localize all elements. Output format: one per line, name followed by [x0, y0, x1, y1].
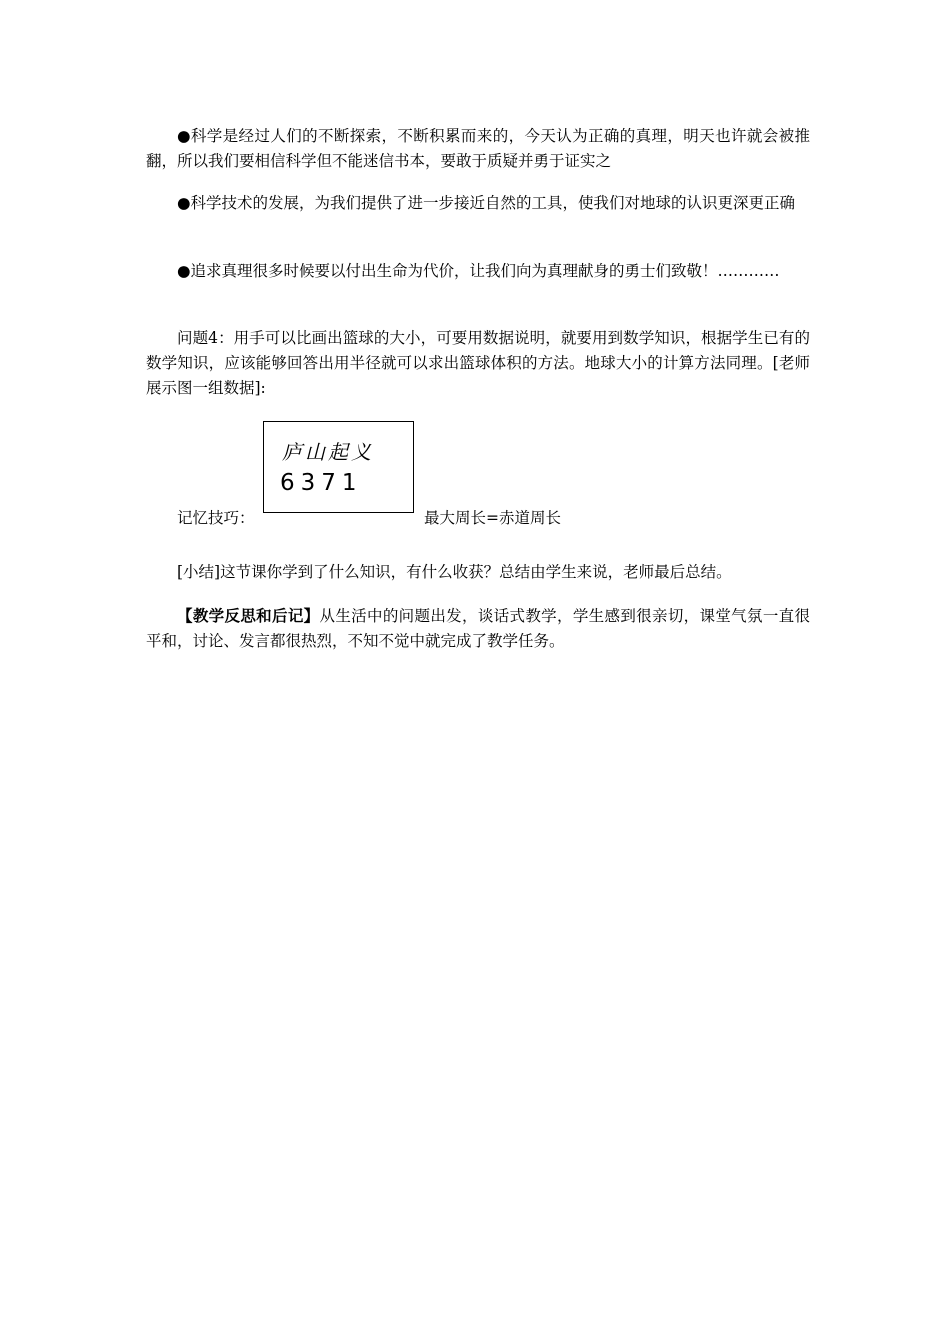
- paragraph-question-4: 问题4：用手可以比画出篮球的大小，可要用数据说明，就要用到数学知识，根据学生已有的数学知识，应该能够回答出用半径就可以求出篮球体积的方法。地球大小的计算方法同理。[老师展示图一组数据]:: [146, 329, 810, 397]
- reflection-body: 从生活中的问题出发，谈话式教学，学生感到很亲切，课堂气氛一直很平和，讨论、发言都很热烈，不知不觉中就完成了教学任务。: [146, 607, 810, 650]
- paragraph-pursuit-of-truth: ●追求真理很多时候要以付出生命为代价，让我们向为真理献身的勇士们致敬！…………: [177, 262, 780, 280]
- memory-box-number: 6371: [280, 470, 363, 496]
- memory-tip-row: [146, 421, 810, 531]
- memory-tip-caption: 最大周长=赤道周长: [424, 509, 561, 527]
- paragraph-reflection: [146, 603, 810, 654]
- memory-box-text: 庐山起义: [282, 440, 374, 464]
- memory-tip-label: 记忆技巧：: [177, 509, 255, 527]
- reflection-heading: 【教学反思和后记】: [177, 606, 320, 625]
- paragraph-summary: [小结]这节课你学到了什么知识，有什么收获？总结由学生来说，老师最后总结。: [177, 563, 732, 581]
- memory-tip-image: [263, 421, 414, 513]
- paragraph-science-exploration: ●科学是经过人们的不断探索，不断积累而来的，今天认为正确的真理，明天也许就会被推翻，所以我们要相信科学但不能迷信书本，要敢于质疑并勇于证实之: [146, 127, 810, 170]
- paragraph-science-technology: ●科学技术的发展，为我们提供了进一步接近自然的工具，使我们对地球的认识更深更正确: [177, 194, 796, 212]
